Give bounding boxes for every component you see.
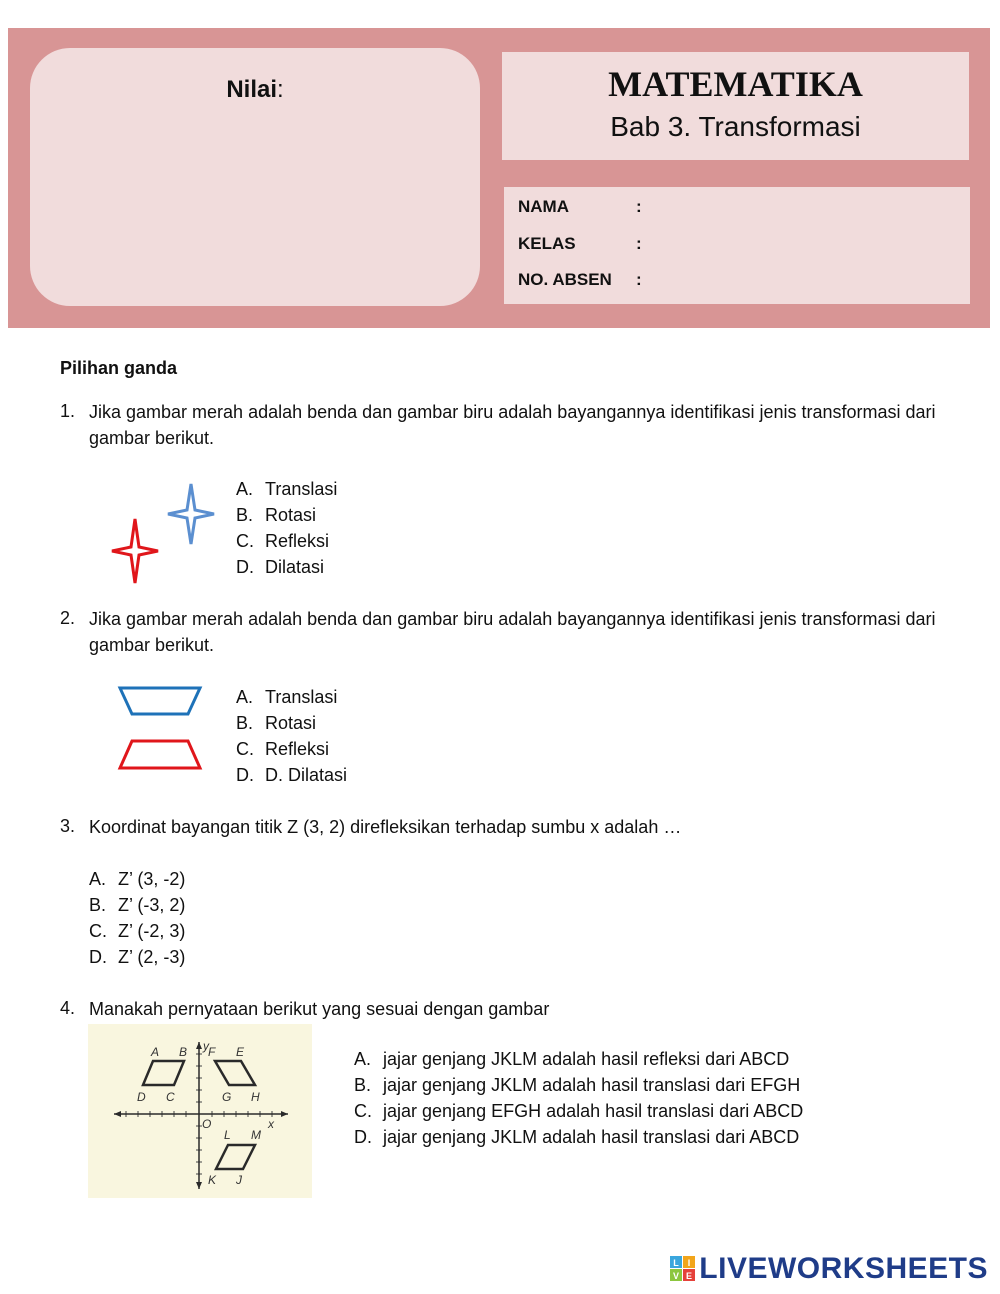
option-b[interactable]: B. jajar genjang JKLM adalah hasil translasi dari EFGH [354,1075,801,1095]
option-b[interactable]: B. Z’ (-3, 2) [89,895,186,915]
worksheet-title: MATEMATIKA [608,64,863,104]
svg-text:E: E [686,1271,693,1281]
label-j: J [236,1173,242,1187]
blue-star-image [168,484,214,544]
liveworksheets-wordmark: LIVEWORKSHEETS [699,1252,988,1285]
option-d[interactable]: D. jajar genjang JKLM adalah hasil translasi dari ABCD [354,1127,800,1147]
label-e: E [236,1045,245,1059]
question-text: Manakah pernyataan berikut yang sesuai dengan gambar [89,999,550,1019]
svg-text:L: L [673,1258,680,1268]
question-text: Jika gambar merah adalah benda dan gambar biru adalah bayangannya identifikasi jenis transformasi dari gambar berikut. [89,609,936,655]
blue-trapezoid-image [120,688,200,714]
question-number: 2. [60,608,76,628]
liveworksheets-logo[interactable] [670,1252,988,1286]
trapezoid-figure [112,684,208,774]
question-text: Koordinat bayangan titik Z (3, 2) direfleksikan terhadap sumbu x adalah … [89,817,682,837]
red-star-object [112,519,158,583]
score-label: Nilai: [226,76,284,103]
options-list [236,476,337,580]
option-c[interactable]: C. Refleksi [236,739,330,759]
label-d: D [137,1090,146,1104]
question-number: 3. [60,816,76,836]
label-y-axis: y [203,1039,209,1053]
label-g: G [222,1090,232,1104]
label-f: F [208,1045,216,1059]
option-d[interactable]: D. Z’ (2, -3) [89,947,186,967]
student-info-box [504,187,970,304]
star-figure [105,480,220,586]
red-trapezoid-object [120,741,200,768]
absence-number-field[interactable]: NO. ABSEN : [518,270,642,289]
liveworksheets-logo-icon [670,1256,696,1282]
option-a[interactable]: A. Z’ (3, -2) [89,869,186,889]
label-x-axis: x [268,1117,274,1131]
option-c[interactable]: C. jajar genjang EFGH adalah hasil translasi dari ABCD [354,1101,804,1121]
option-c[interactable]: C. Refleksi [236,531,330,551]
label-a: A [151,1045,160,1059]
score-box [30,48,480,306]
options-list [236,684,347,788]
option-b[interactable]: B. Rotasi [236,505,317,525]
coordinate-plane-figure [88,1024,312,1198]
label-k: K [208,1173,217,1187]
question-text: Jika gambar merah adalah benda dan gambar biru adalah bayangannya identifikasi jenis transformasi dari gambar berikut. [89,402,936,448]
option-a[interactable]: A. jajar genjang JKLM adalah hasil refleksi dari ABCD [354,1049,790,1069]
option-b[interactable]: B. Rotasi [236,713,317,733]
svg-text:I: I [688,1258,691,1268]
label-c: C [166,1090,175,1104]
svg-text:V: V [673,1271,680,1281]
label-origin: O [202,1117,212,1131]
option-d[interactable]: D. Dilatasi [236,557,325,577]
label-b: B [179,1045,188,1059]
label-m: M [251,1128,261,1142]
worksheet-subtitle: Bab 3. Transformasi [610,111,861,142]
name-field[interactable]: NAMA : [518,197,642,216]
option-a[interactable]: A. Translasi [236,479,338,499]
question-number: 4. [60,998,76,1018]
options-list [354,1046,803,1150]
option-a[interactable]: A. Translasi [236,687,338,707]
question-number: 1. [60,401,76,421]
label-l: L [224,1128,231,1142]
options-list [89,866,185,970]
option-d[interactable]: D. D. Dilatasi [236,765,348,785]
figure-background [88,1024,312,1198]
option-c[interactable]: C. Z’ (-2, 3) [89,921,186,941]
title-box [502,52,969,160]
class-field[interactable]: KELAS : [518,234,642,253]
label-h: H [251,1090,260,1104]
section-title: Pilihan ganda [60,358,178,378]
